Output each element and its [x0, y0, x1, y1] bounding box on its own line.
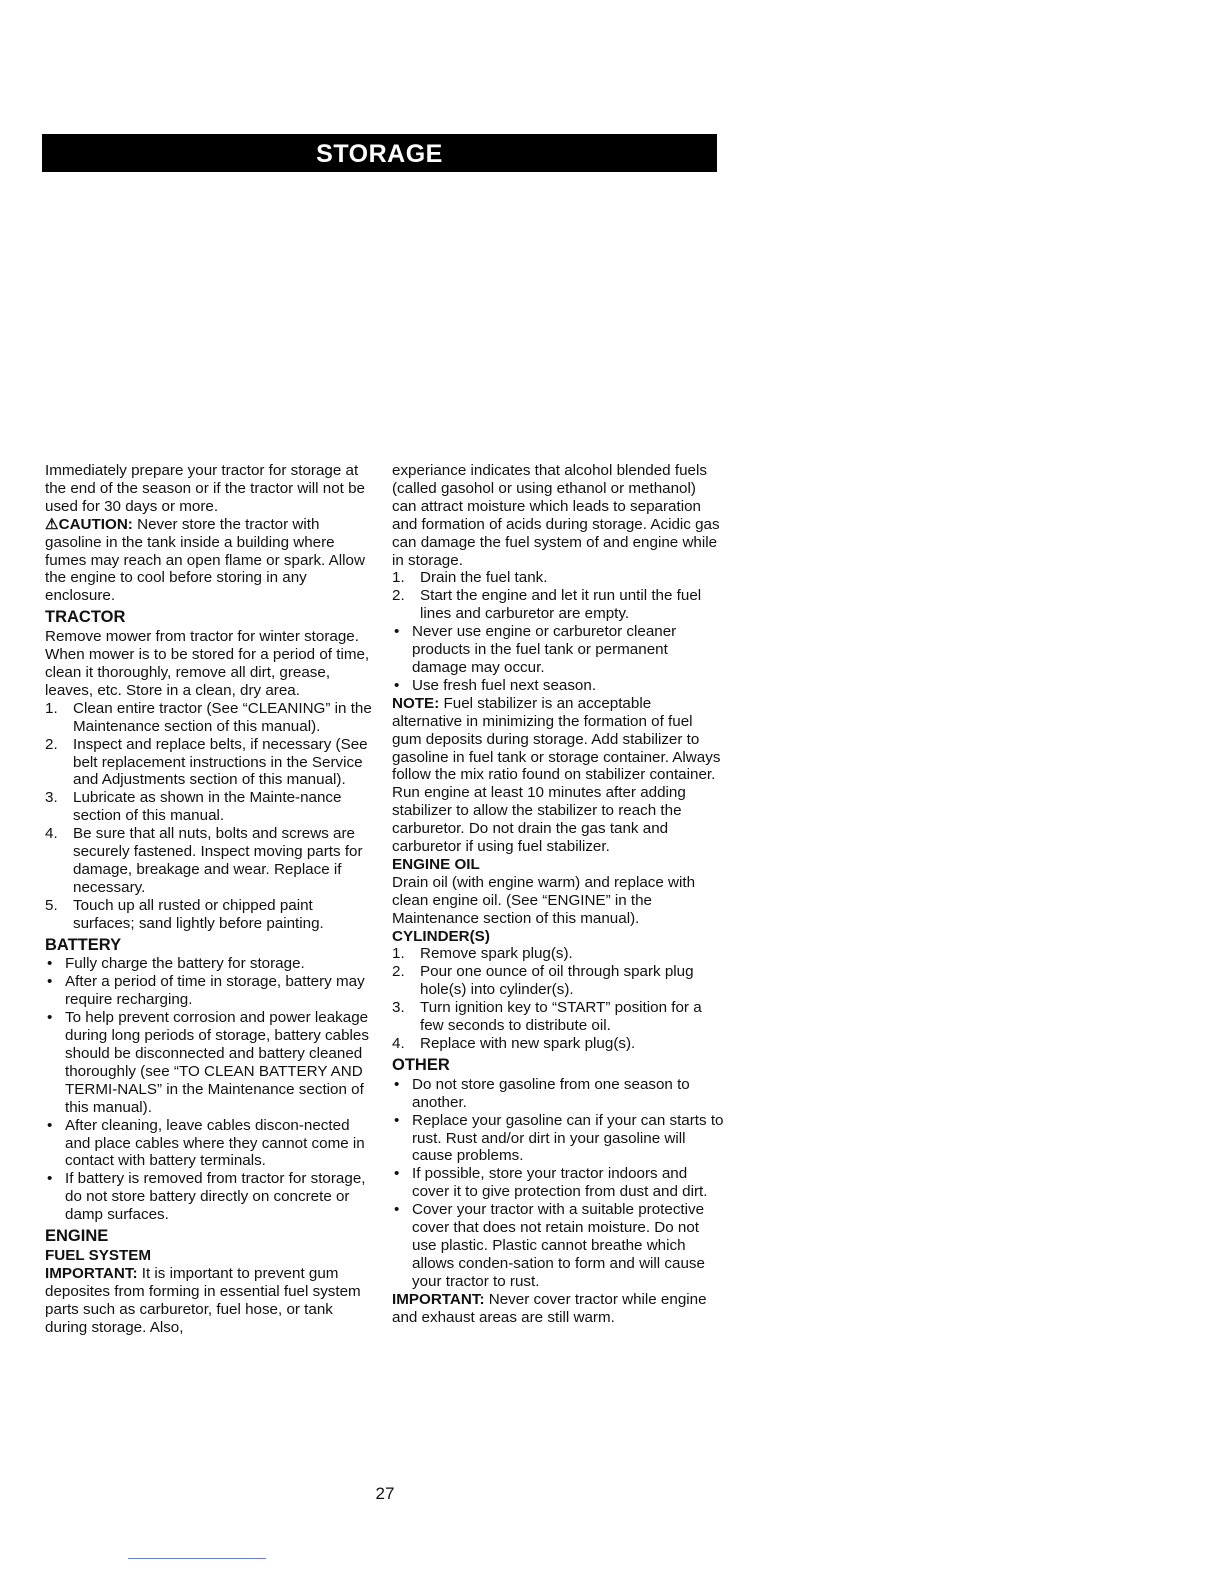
note-label: NOTE:: [392, 694, 440, 712]
important2-text: Never cover tractor while engine and exhaust areas are still warm.: [392, 1290, 707, 1326]
right-column: [392, 462, 724, 1327]
list-item: 1. Remove spark plug(s).: [392, 945, 573, 963]
list-item: • To help prevent corrosion and power leakage during long periods of storage, battery cables should be disconnected and battery cleaned thoroughly (see “TO CLEAN BATTERY AND TERMI-NALS” in the Maintenance section of this manual).: [47, 1009, 369, 1116]
note-text: Fuel stabilizer is an acceptable alternative in minimizing the formation of fuel gum deposits during storage. Add stabilizer to gasoline in fuel tank or storage container. Always follow the mix ratio found on stabilizer container. Run engine at least 10 minutes after adding stabilizer to allow the stabilizer to reach the carburetor. Do not drain the gas tank and carburetor if using fuel stabilizer.: [392, 694, 721, 856]
list-item: 2. Start the engine and let it run until the fuel lines and carburetor are empty.: [392, 587, 702, 623]
other-list: [392, 1076, 724, 1291]
other-heading: OTHER: [392, 1055, 450, 1074]
fuel-system-heading: FUEL SYSTEM: [45, 1246, 152, 1264]
tractor-paragraph: Remove mower from tractor for winter storage. When mower is to be stored for a period of time, clean it thoroughly, remove all dirt, grease, leaves, etc. Store in a clean, dry area.: [45, 628, 370, 699]
tractor-heading: TRACTOR: [45, 608, 126, 627]
list-item: • If possible, store your tractor indoors and cover it to give protection from dust and dirt.: [394, 1165, 708, 1201]
list-item: 5. Touch up all rusted or chipped paint surfaces; sand lightly before painting.: [45, 896, 324, 932]
important2-paragraph: [392, 1291, 724, 1327]
caution-text: Never store the tractor with gasoline in the tank inside a building where fumes may reach an open flame or spark. Allow the engine to cool before storing in any enclosure.: [45, 515, 365, 605]
page-number: 27: [375, 1484, 395, 1503]
engine-oil-heading: ENGINE OIL: [392, 855, 480, 873]
list-item: 1. Drain the fuel tank.: [392, 569, 548, 587]
continued-paragraph: experiance indicates that alcohol blended fuels (called gasohol or using ethanol or methanol) can attract moisture which leads to separation and formation of acids during storage. Acidic gas can damage the fuel system of and engine while in storage.: [392, 462, 720, 569]
list-item: • Never use engine or carburetor cleaner products in the fuel tank or permanent damage may occur.: [394, 623, 677, 676]
page-title: STORAGE: [42, 134, 717, 172]
fuel-steps: [392, 569, 724, 623]
important-text: It is important to prevent gum deposites from forming in essential fuel system parts such as carburetor, fuel hose, or tank during storage. Also,: [45, 1264, 361, 1336]
list-item: 1. Clean entire tractor (See “CLEANING” in the Maintenance section of this manual).: [45, 699, 372, 735]
list-item: 3. Lubricate as shown in the Mainte-nance section of this manual.: [45, 789, 342, 825]
list-item: • Use fresh fuel next season.: [394, 676, 597, 694]
engine-heading: ENGINE: [45, 1227, 109, 1246]
footer-divider: [128, 1558, 266, 1559]
list-item: • If battery is removed from tractor for storage, do not store battery directly on concrete or damp surfaces.: [47, 1170, 366, 1224]
list-item: • Do not store gasoline from one season to another.: [394, 1075, 690, 1111]
list-item: • After cleaning, leave cables discon-nected and place cables where they cannot come in contact with battery terminals.: [47, 1116, 365, 1170]
list-item: 4. Replace with new spark plug(s).: [392, 1035, 636, 1052]
list-item: 3. Turn ignition key to “START” position for a few seconds to distribute oil.: [392, 999, 702, 1035]
battery-heading: BATTERY: [45, 935, 122, 954]
list-item: 2. Inspect and replace belts, if necessary (See belt replacement instructions in the Service and Adjustments section of this manual).: [45, 735, 368, 789]
engine-oil-paragraph: Drain oil (with engine warm) and replace with clean engine oil. (See “ENGINE” in the Maintenance section of this manual).: [392, 873, 696, 927]
list-item: • Fully charge the battery for storage.: [47, 955, 305, 973]
important-paragraph: [45, 1265, 377, 1337]
warning-icon: ⚠: [45, 515, 59, 533]
list-item: • Cover your tractor with a suitable protective cover that does not retain moisture. Do not use plastic. Plastic cannot breathe which allows conden-sation to form and will cause your tractor to rust.: [394, 1201, 705, 1290]
intro-paragraph: Immediately prepare your tractor for storage at the end of the season or if the tractor will not be used for 30 days or more.: [45, 462, 365, 515]
cylinder-steps: [392, 945, 724, 1052]
list-item: 4. Be sure that all nuts, bolts and screws are securely fastened. Inspect moving parts for damage, breakage and wear. Replace if necessary.: [45, 825, 363, 896]
important2-label: IMPORTANT:: [392, 1290, 485, 1308]
caution-label: CAUTION:: [58, 515, 133, 533]
list-item: • Replace your gasoline can if your can starts to rust. Rust and/or dirt in your gasoline will cause problems.: [394, 1111, 724, 1165]
tractor-steps: [45, 700, 377, 933]
note-paragraph: [392, 695, 724, 856]
list-item: 2. Pour one ounce of oil through spark plug hole(s) into cylinder(s).: [392, 963, 694, 999]
list-item: • After a period of time in storage, battery may require recharging.: [47, 973, 365, 1009]
fuel-bullets: [392, 623, 724, 695]
battery-list: [45, 955, 377, 1224]
cylinders-heading: CYLINDER(S): [392, 927, 490, 945]
important-label: IMPORTANT:: [45, 1264, 138, 1282]
left-column: [45, 462, 377, 1337]
caution-paragraph: [45, 516, 377, 606]
